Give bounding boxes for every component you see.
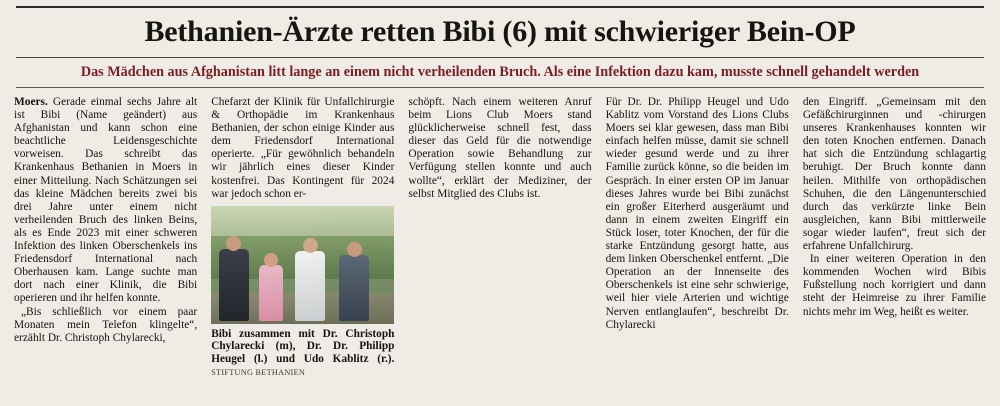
article-column-3 (408, 96, 591, 201)
paragraph-text: Gerade einmal sechs Jahre alt ist Bibi (Name geändert) aus Afghanistan und kann schon eine beachtliche Leidensgeschichte vorweisen. Das schreibt das Krankenhaus Bethanien in Moers in einer Mitteilung. Nach Schätzungen sei das kleine Mädchen bereits zwei bis drei Jahre unter einem nicht verheilenden Bruch des linken Beins, als es Ende 2023 mit einer schweren Infektion des linken Oberschenkels ins Friedensdorf International nach Oberhausen kam. Lange suchte man dort nach einer Klinik, die Bibi operieren und ihr helfen konnte. (14, 96, 198, 305)
paragraph: den Eingriff. „Gemeinsam mit den Gefäßchirurginnen und -chirurgen unseres Krankenhauses konnten wir den toten Knochen entfernen. Danach hat sich die Entzündung schlagartig beruhigt. Der Bruch konnte dann heilen. Mithilfe von orthopädischen Schuhen, die den Längenunterschied durch das verkürzte linke Bein ausgleichen, kann Bibi mittlerweile sogar wieder laufen“, freut sich der erfahrene Unfallchirurg. (802, 96, 987, 253)
article-subhead: Das Mädchen aus Afghanistan litt lange an einem nicht verheilenden Bruch. Als eine Infektion dazu kam, musste schnell gehandelt werden (80, 64, 920, 80)
photo-person-left (219, 249, 249, 321)
headline-divider (16, 57, 984, 58)
article-columns (14, 96, 986, 379)
top-divider (16, 6, 984, 8)
paragraph: „Bis schließlich vor einem paar Monaten mein Telefon klingelte“, erzählt Dr. Christoph Chylarecki, (14, 305, 198, 344)
photo-person-right (339, 255, 369, 321)
page-title: Bethanien-Ärzte retten Bibi (6) mit schwieriger Bein-OP (144, 15, 856, 48)
subhead-divider (16, 87, 984, 88)
article-column-1 (14, 96, 197, 345)
paragraph (14, 96, 197, 306)
photo-caption-text: Bibi zusammen mit Dr. Christoph Chylarecki (m), Dr. Dr. Philipp Heugel (l.) und Udo Kablitz (r.). (211, 327, 395, 365)
article-photo (211, 206, 394, 324)
photo-caption (211, 328, 394, 379)
photo-credit: STIFTUNG BETHANIEN (211, 367, 306, 377)
article-column-5 (803, 96, 986, 319)
dateline: Moers. (14, 96, 48, 108)
paragraph: schöpft. Nach einem weiteren Anruf beim Lions Club Moers stand glücklicherweise schnell fest, dass dieser das Geld für die notwendige Operation sowie Behandlung zur Verfügung stellen konnte und auch wollte“, erklärt der Mediziner, der selbst Mitglied des Clubs ist. (408, 96, 592, 200)
paragraph: Chefarzt der Klinik für Unfallchirurgie & Orthopädie im Krankenhaus Bethanien, der schon einige Kinder aus dem Friedensdorf International operierte. „Für gewöhnlich behandeln wir jährlich eines dieser Kinder kostenfrei. Das Kontingent für 2024 war jedoch schon er- (211, 96, 395, 200)
article-column-4 (606, 96, 789, 332)
paragraph: In einer weiteren Operation in den kommenden Wochen wird Bibis Fußstellung noch korrigiert und dann steht der Heimreise zu ihrer Familie nichts mehr im Weg, heißt es weiter. (802, 253, 987, 318)
photo-person-child (259, 265, 283, 321)
article-photo-block (211, 206, 394, 379)
paragraph: Für Dr. Dr. Philipp Heugel und Udo Kablitz vom Vorstand des Lions Clubs Moers sei klar gewesen, dass man Bibi einfach helfen müsse, damit sie schnell wieder gesund werde und zu ihrer Familie zurück könne, so die beiden im Gespräch. In einer ersten OP im Januar dieses Jahres wurde bei Bibi zunächst ein großer Eiterherd ausgeräumt und dann in einem zweiten Eingriff ein Stück loser, toter Knochen, der für die starke Entzündung gesorgt hatte, aus dem linken Oberschenkel entfernt. „Die Operation an der Innenseite des Oberschenkels ist eine sehr schwierige, weil hier viele Arterien und wichtige Nerven entlanglaufen“, beschreibt Dr. Chylarecki (605, 96, 789, 331)
photo-person-middle (295, 251, 325, 321)
article-column-2 (211, 96, 394, 379)
